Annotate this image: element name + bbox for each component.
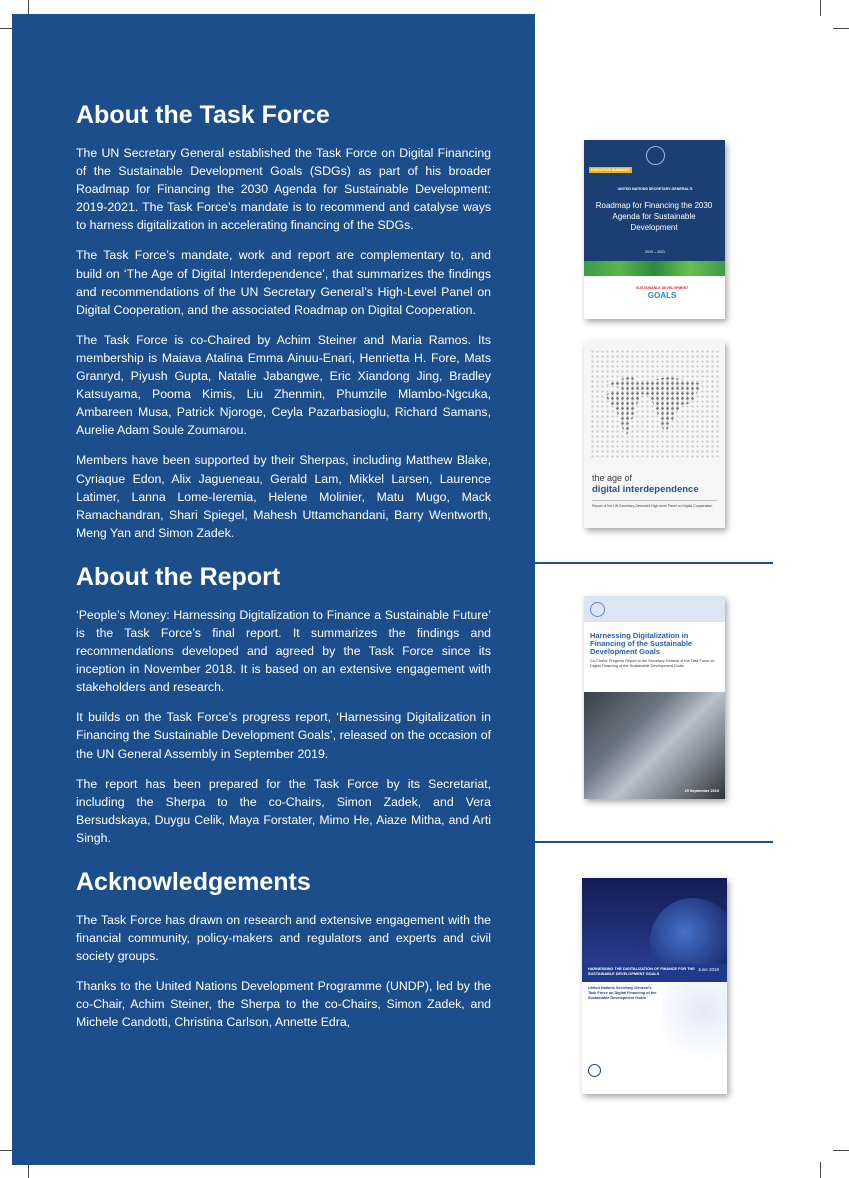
cover-photo (584, 692, 725, 799)
cover-age-of-digital-interdependence (584, 341, 725, 528)
main-text (76, 100, 491, 1044)
cover-title: Harnessing Digitalization in Financing of the Sustainable Development Goals (590, 631, 693, 656)
sdg-logo-small: SUSTAINABLE DEVELOPMENT (636, 286, 689, 290)
cover-years: 2019 – 2021 (645, 250, 665, 254)
cover-band (582, 964, 727, 982)
paragraph: The Task Force has drawn on research and extensive engagement with the financial community, policy-makers and regulators and experts and civil society groups. (76, 913, 491, 964)
paragraph: It builds on the Task Force’s progress report, ‘Harnessing Digitalization in Financing the Sustainable Development Goals’, released on the occasion of the UN General Assembly in September 2019. (76, 710, 491, 761)
cover-text: United Nations Secretary-General's Task Force on Digital Financing of the Sustainable Development Goals (588, 986, 657, 1000)
sdg-logo-big: GOALS (647, 291, 677, 300)
cover-title: Roadmap for Financing the 2030 Agenda for Sustainable Development (595, 201, 713, 232)
un-emblem-icon (590, 602, 605, 617)
paragraph: Members have been supported by their Sherpas, including Matthew Blake, Cyriaque Edon, Alix Jagueneau, Gerald Lam, Mikkel Larsen, Laurence Latimer, Lanna Lome-Ieremia, Helene Molinier, Matu Mugo, Mack Ramachandran, Shari Spiegel, Mahesh Uttamchandani, Barry Wentworth, Meng Yan and Simon Zadek. (76, 453, 491, 540)
crop-mark (833, 28, 849, 29)
crop-mark (833, 1150, 849, 1151)
paragraph: The report has been prepared for the Task Force by its Secretariat, including the Sherpa to the co-Chairs, Simon Zadek, and Vera Bersudskaya, Duygu Celik, Maya Forstater, Mimo He, Aiaze Mitha, and Arti Singh. (76, 776, 491, 845)
paragraph: ‘People’s Money: Harnessing Digitalization to Finance a Sustainable Future’ is the Task Force’s final report. It summarizes the findings and recommendations developed and agreed by the Task Force since its inception in November 2018. It is based on an extensive engagement with stakeholders and research. (76, 607, 491, 695)
cover-roadmap (584, 140, 725, 319)
divider (535, 841, 773, 843)
heading-about-task-force: About the Task Force (76, 101, 330, 129)
cover-illustration (584, 261, 725, 276)
cover-band-title: HARNESSING THE DIGITALIZATION OF FINANCE FOR THE SUSTAINABLE DEVELOPMENT GOALS (588, 967, 695, 976)
paragraph: The Task Force’s mandate, work and report are complementary to, and build on ‘The Age of Digital Interdependence’, that summarizes the findings and recommendations of the UN Secretary General’s High-Level Panel on Digital Cooperation, and the associated Roadmap on Digital Cooperation. (76, 248, 491, 317)
paragraph: Thanks to the United Nations Development Programme (UNDP), led by the co-Chair, Achim Steiner, the Sherpa to the co-Chairs, Simon Zadek, and Michele Candotti, Christina Carlson, Annette Edra, (76, 979, 491, 1030)
paragraph: The UN Secretary General established the Task Force on Digital Financing of the Sustainable Development Goals (SDGs) as part of his broader Roadmap for Financing the 2030 Agenda for Sustainable Development: 2019-2021. The Task Force’s mandate is to recommend and catalyse ways to harness digitalization in accelerating financing of the SDGs. (76, 146, 491, 233)
cover-title-line1: the age of (592, 473, 633, 483)
un-emblem-icon (588, 1064, 601, 1077)
cover-header (584, 596, 725, 622)
cover-date: 25 September 2019 (684, 789, 719, 793)
un-emblem-icon (646, 146, 665, 165)
cover-band-date: June 2019 (697, 967, 719, 972)
sdg-logo (636, 284, 688, 300)
cover-graphic (662, 982, 727, 1072)
divider (535, 562, 773, 564)
cover-rule (592, 500, 717, 501)
crop-mark (820, 1162, 821, 1178)
cover-kicker: UNITED NATIONS SECRETARY-GENERAL'S (617, 187, 693, 191)
cover-subtitle: Report of the UN Secretary-General's High-level Panel on Digital Cooperation (592, 504, 713, 508)
cover-progress-report (584, 596, 725, 799)
heading-about-report: About the Report (76, 562, 281, 591)
crop-mark (820, 0, 821, 16)
cover-title-line2: digital interdependence (592, 484, 699, 495)
heading-acknowledgements: Acknowledgements (76, 868, 311, 896)
cover-task-force (582, 878, 727, 1094)
paragraph: The Task Force is co-Chaired by Achim Steiner and Maria Ramos. Its membership is Maiava Atalina Emma Ainuu-Enari, Henrietta H. Fore, Mats Granryd, Piyush Gupta, Natalie Jabangwe, Eric Xiandong Jing, Bradley Katsuyama, Pooma Kimis, Liu Zhenmin, Phumzile Mlambo-Ngcuka, Ambareen Musa, Patrick Njoroge, Ceyla Pazarbasioglu, Richard Samans, Aurelie Adam Soule Zoumarou. (76, 332, 491, 438)
cover-subtitle: Co-Chairs' Progress Report to the Secretary-General of the Task Force on Digital Financing of the Sustainable Development Goals (590, 659, 715, 668)
cover-badge: EXECUTIVE SUMMARY (591, 168, 630, 172)
